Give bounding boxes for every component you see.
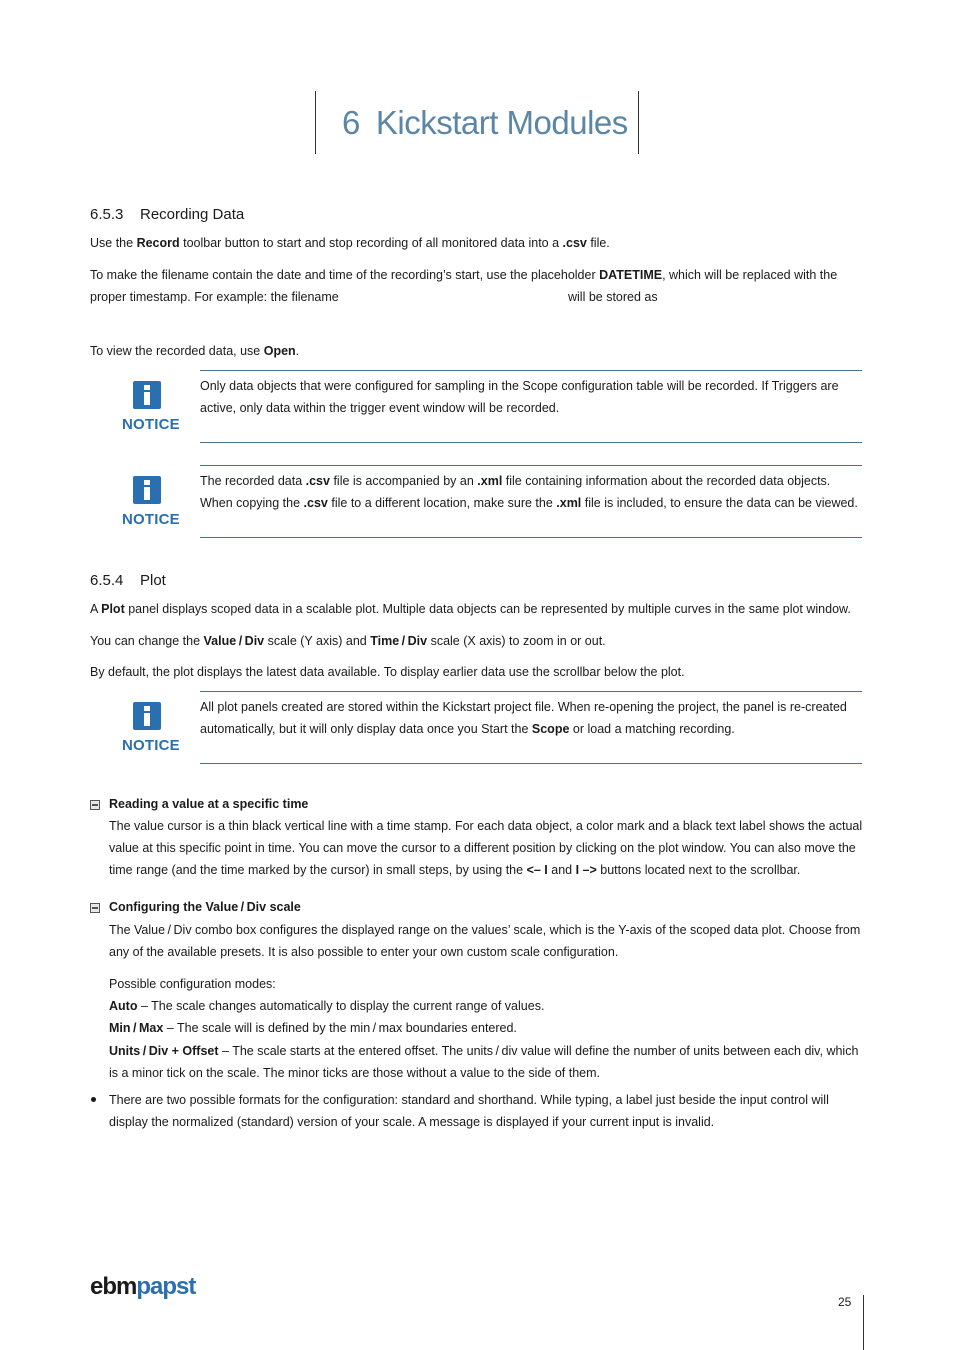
notice-box-scope-sampling [200,370,862,443]
info-icon [133,381,161,409]
paragraph-scrollbar: By default, the plot displays the latest data available. To display earlier data use the scrollbar below the plot. [90,665,685,679]
page-number: 25 [838,1295,852,1309]
notice-box-xml-file [200,465,862,538]
bullet-formats: There are two possible formats for the configuration: standard and shorthand. While typing, a label just beside the input control will display the normalized (standard) version of your scale. A message is displayed if your current input is invalid. [109,1093,829,1129]
paragraph-record-button: Use the Record toolbar button to start and stop recording of all monitored data into a .csv file. [90,236,610,250]
paragraph-datetime-tail: will be stored as [568,290,658,304]
notice-label: NOTICE [122,511,180,528]
mode-min-max: Min / Max – The scale will is defined by the min / max boundaries entered. [109,1021,517,1035]
paragraph-datetime: To make the filename contain the date and time of the recording’s start, use the placeholder DATETIME, which will be replaced with the proper timestamp. For example: the filename [90,268,838,304]
section-heading-plot [90,571,166,591]
chapter-title-text: Kickstart Modules [375,104,628,141]
chapter-number: 6 [342,104,360,141]
notice-box-plot-panels [200,691,862,764]
mode-units-div-offset: Units / Div + Offset – The scale starts at the entered offset. The units / div value will define the number of units between each div, which is a minor tick on the scale. The minor ticks are those without a value to the side of them. [109,1044,859,1080]
header-right-rule [638,91,639,154]
section-heading-recording [90,205,244,225]
paragraph-plot-panel: A Plot panel displays scoped data in a scalable plot. Multiple data objects can be represented by multiple curves in the same plot window. [90,602,851,616]
notice-text: The recorded data .csv file is accompanied by an .xml file containing information about the recorded data objects. When copying the .csv file to a different location, make sure the .xml file is included, to ensure the data can be viewed. [200,474,858,510]
collapse-icon [90,903,100,913]
mode-auto: Auto – The scale changes automatically to display the current range of values. [109,999,545,1013]
item-body-value-div: The Value / Div combo box configures the displayed range on the values’ scale, which is the Y-axis of the scoped data plot. Choose from any of the available presets. It is also possible to enter your own custom scale configuration. [109,923,861,959]
collapse-icon [90,800,100,810]
paragraph-scale: You can change the Value / Div scale (Y axis) and Time / Div scale (X axis) to zoom in or out. [90,634,606,648]
info-icon [133,476,161,504]
notice-label: NOTICE [122,416,180,433]
section-title: Recording Data [140,206,245,223]
header-left-rule [315,91,316,154]
notice-text: All plot panels created are stored within the Kickstart project file. When re-opening the project, the panel is re-created automatically, but it will only display data once you Start the Scope or load a matching recording. [200,700,847,736]
section-title: Plot [140,572,166,589]
modes-intro: Possible configuration modes: [109,977,276,991]
item-heading-value-div: Configuring the Value / Div scale [109,900,301,914]
section-number: 6.5.4 [90,572,124,589]
bullet-dot [91,1097,96,1102]
notice-text: Only data objects that were configured for sampling in the Scope configuration table will be recorded. If Triggers are active, only data within the trigger event window will be recorded. [200,379,839,415]
notice-label: NOTICE [122,737,180,754]
item-body-reading-value: The value cursor is a thin black vertical line with a time stamp. For each data object, a color mark and a black text label shows the actual value at this specific point in time. You can move the cursor to a different position by clicking on the plot window. You can also move the time range (and the time marked by the cursor) in small steps, by using the <– I and I –> buttons located next to the scrollbar. [109,819,863,877]
paragraph-open: To view the recorded data, use Open. [90,344,300,358]
footer-rule [863,1295,864,1350]
section-number: 6.5.3 [90,206,124,223]
ebmpapst-logo: ebmpapst [90,1273,196,1300]
chapter-title [342,100,628,146]
item-heading-reading-value: Reading a value at a specific time [109,797,309,811]
info-icon [133,702,161,730]
